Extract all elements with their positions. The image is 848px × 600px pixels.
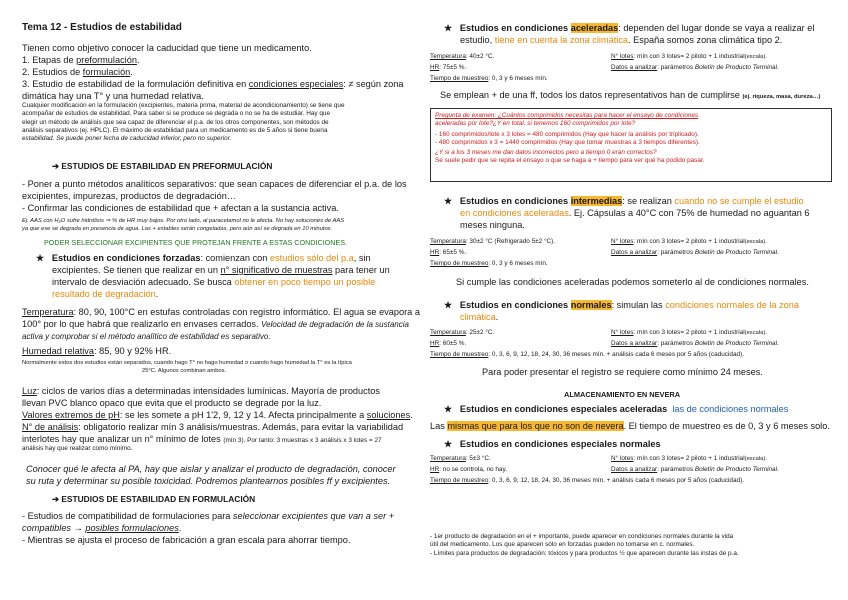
norm-row-3: Tiempo de muestreo: 0, 3, 6, 9, 12, 18, 24, 30, 36 meses mín. + análisis cada 6 meses por 5 años (caducidad). xyxy=(430,351,744,358)
list-item: excipientes, impurezas, productos de degradación… xyxy=(22,191,236,201)
intro-block xyxy=(22,42,422,102)
norm-row-1-right: N° lotes: mín con 3 lotes= 2 piloto + 1 industrial(escala). xyxy=(611,329,767,336)
green-statement: PODER SELECCIONAR EXCIPIENTES QUE PROTEJAN FRENTE A ESTAS CONDICIONES. xyxy=(44,238,347,247)
intermediate-block: ★ Estudios en condiciones intermedias: se realizan cuando no se cumple el estudio en condiciones aceleradas. Ej. Cápsulas a 40°C con 75% de humedad no aguantan 6 meses ninguna. xyxy=(444,196,810,230)
small-line: elegir un método de análisis que sea capaz de diferenciar el p.a. de los otros componentes, son métodos de xyxy=(22,118,329,126)
small-line: Ej. AAS con H₂O sufre hidrólisis ⇒ % de HR muy bajos. Por otro lado, al paracetamol no le afecta. No hay soluciones de AAS xyxy=(22,218,345,224)
esp-row-2-right: Datos a analizar: parámetros Boletín de Producto Terminal. xyxy=(611,466,779,473)
accelerated-block: ★ Estudios en condiciones aceleradas: dependen del lugar donde se vaya a realizar el estudio, tiene en cuenta la zona climática. España somos zona climática tipo 2. xyxy=(444,23,815,45)
footnotes xyxy=(430,533,830,558)
step-3-cont: dimática hay una T° y una humedad relativa. xyxy=(22,91,204,101)
star-icon: ★ xyxy=(444,196,453,206)
light-block: Luz: ciclos de varios días a determinadas intensidades lumínicas. Mayoría de productos llevan PVC blanco opaco que evita que el producto se degrade por la luz. Valores extremos de pH: se les somete a pH 1'2, 9, 12 y 14. Afecta principalmente a soluciones. N° de análisis: obligatorio realizar mín 3 análisis/muestras. Además, para evitar la variabilidad interlotes hay que analizar un n° mínimo de lotes (mín 3). Por tanto: 3 muestras x 3 análisis x 3 lotes = 27 análisis hay que realizar como mínimo. xyxy=(22,386,413,453)
fridge-heading: ALMACENAMIENTO EN NEVERA xyxy=(564,390,681,399)
footnote-line: útil del medicamento. Los que aparecen sólo en forzadas pueden no tomarse en c. normales. xyxy=(430,541,695,549)
intro-text: Tienen como objetivo conocer la caducidad que tiene un medicamento. xyxy=(22,43,312,53)
aas-note xyxy=(22,218,422,233)
footnote-line: - Límites para productos de degradación: tóxicos y para productos ½ que aparecen durante las instas de p.a. xyxy=(430,549,739,557)
exam-question: aceleradas por lote?¿Y en total, si tenemos 160 comprimidos por lote? xyxy=(435,120,636,128)
special-accelerated-text: Las mismas que para los que no son de nevera. El tiempo de muestreo es de 0, 3 y 6 meses solo. xyxy=(430,421,830,431)
star-icon: ★ xyxy=(444,23,453,33)
acc-row-3: Tiempo de muestreo: 0, 3 y 6 meses mín. xyxy=(430,75,548,82)
esp-row-2: HR: no se controla, no hay. xyxy=(430,466,507,473)
int-row-1: Temperatura: 30±2 °C (Refrigerado 5±2 °C). xyxy=(430,238,556,245)
temperature-label: Temperatura xyxy=(22,307,74,317)
norm-row-2: HR: 60±5 %. xyxy=(430,340,467,347)
exam-answer: Se suele pedir que se repita el ensayo o que se haga a + tiempo para ver qué ha podido pasar. xyxy=(435,157,705,165)
ph-label: Valores extremos de pH xyxy=(22,410,120,420)
exam-answer: - 160 comprimidos/lote x 3 lotes = 480 comprimidos (Hay que hacer la análisis por triplicado). xyxy=(435,130,699,138)
int-row-3: Tiempo de muestreo: 0, 3 y 6 meses mín. xyxy=(430,260,548,267)
special-normal: ★ Estudios en condiciones especiales normales xyxy=(444,439,661,449)
step-3: 3. Estudio de estabilidad de la formulación definitiva en condiciones especiales: ≠ según zona xyxy=(22,79,404,89)
step-2: 2. Estudios de formulación. xyxy=(22,67,133,77)
esp-row-1-right: N° lotes: mín con 3 lotes= 2 piloto + 1 industrial(escala). xyxy=(611,455,767,462)
humidity-block: Humedad relativa: 85, 90 y 92% HR. xyxy=(22,346,172,356)
heading-formulacion: ➔ ESTUDIOS DE ESTABILIDAD EN FORMULACIÓN xyxy=(52,494,256,504)
step-1: 1. Etapas de preformulación. xyxy=(22,55,140,65)
star-icon: ★ xyxy=(36,253,45,263)
heading-preformulacion: ➔ ESTUDIOS DE ESTABILIDAD EN PREFORMULACIÓN xyxy=(52,161,273,171)
int-row-1-right: N° lotes: mín con 3 lotes= 2 piloto + 1 industrial(escala). xyxy=(611,238,767,245)
small-line: Normalmente estos dos estudios están separados, cuando hago T° no hago humedad o cuando hago humedad la T° es la típica xyxy=(22,360,352,366)
light-label: Luz xyxy=(22,386,37,396)
small-line: acompañar de estudios de estabilidad. Para saber si se produce se degrada o no se ha de estudiar. Hay que xyxy=(22,110,331,118)
forced-conditions: ★ Estudios en condiciones forzadas: comienzan con estudios sólo del p.a, sin excipientes. Se tienen que realizar en un n° significativo de muestras para tener un intervalo de desviación adecuado. Se busca obtener en poco tiempo un posible resultado de degradación. xyxy=(36,253,390,299)
humidity-note xyxy=(22,360,422,375)
norm-row-2-right: Datos a analizar: parámetros Boletín de Producto Terminal. xyxy=(611,340,779,347)
accelerated-highlight: aceleradas xyxy=(570,23,619,33)
modification-note xyxy=(22,102,422,143)
humidity-label: Humedad relativa xyxy=(22,346,95,356)
small-line: ya que ese se degrada en presencia de agua. Las + estables serán congeladas, pero aún así se degrada en 10 minutos. xyxy=(22,225,333,232)
esp-row-3: Tiempo de muestreo: 0, 3, 6, 9, 12, 18, 24, 30, 36 meses mín. + análisis cada 6 meses por 5 años (caducidad). xyxy=(430,477,744,484)
star-icon: ★ xyxy=(444,439,453,449)
preformulacion-list xyxy=(22,178,422,214)
italic-summary xyxy=(26,463,422,487)
exam-question: Pregunta de examen: ¿Cuántos comprimidos necesitas para hacer el ensayo de condiciones xyxy=(435,112,699,119)
normal-highlight: normales xyxy=(570,300,612,310)
small-line: estabilidad. Se puede poner fecha de caducidad inferior, pero no superior. xyxy=(22,135,232,143)
acc-row-1-right: N° lotes: mín con 3 lotes= 2 piloto + 1 industrial(escala). xyxy=(611,53,767,60)
exam-question: ¿Y si a los 3 meses me dan datos incorrectos pero a tiempo 0 eran correctos? xyxy=(435,149,657,157)
small-line: análisis separativos (ej. HPLC). El máximo de estabilidad para un medicamento es de 5 años si tiene buena xyxy=(22,126,328,134)
intermediate-highlight: intermedias xyxy=(570,196,623,206)
exam-question-box xyxy=(430,108,832,182)
norm-row-1: Temperatura: 25±2 °C. xyxy=(430,329,495,336)
footnote-line: - 1er producto de degradación en el + importante, puede aparecer en condiciones normales durante la vida xyxy=(430,533,734,540)
int-row-2: HR: 65±5 %. xyxy=(430,249,467,256)
int-row-2-right: Datos a analizar: parámetros Boletín de Producto Terminal. xyxy=(611,249,779,256)
acc-row-1: Temperatura: 40±2 °C. xyxy=(430,53,495,60)
acc-row-2: HR: 75±5 %. xyxy=(430,64,467,71)
summary-line: Conocer qué le afecta al PA, hay que aislar y analizar el producto de degradación, conocer xyxy=(26,464,396,474)
exam-answer: - 480 comprimidos x 3 = 1440 comprimidos (Hay que tomar muestras a 3 tiempos diferentes). xyxy=(435,138,700,146)
list-item: - Confirmar las condiciones de estabilidad que + afectan a la sustancia activa. xyxy=(22,203,339,213)
small-line: 25°C. Algunos combinan ambos. xyxy=(142,367,227,374)
esp-row-1: Temperatura: 5±3 °C. xyxy=(430,455,491,462)
small-line: Cualquier modificación en la formulación (excipientes, materia prima, material de acondicionamiento) se tiene que xyxy=(22,102,345,109)
page-title: Tema 12 - Estudios de estabilidad xyxy=(22,22,182,33)
forced-heading: Estudios en condiciones forzadas xyxy=(51,253,201,263)
special-accelerated: ★ Estudios en condiciones especiales aceleradas las de condiciones normales xyxy=(444,404,789,414)
star-icon: ★ xyxy=(444,300,453,310)
temperature-block: Temperatura: 80, 90, 100°C en estufas controladas con registro informático. El agua se evapora a 100° por lo que habrá que realizarlo en envases cerrados. Velocidad de degradación de la sustancia activa y comprobar si el método analítico de estabilidad es separativo. xyxy=(22,307,420,341)
acc-row-2-right: Datos a analizar: parámetros Boletín de Producto Terminal. xyxy=(611,64,779,71)
summary-line: su ruta y determinar su posible toxicidad. Podremos plantearnos posibles ff y excipientes. xyxy=(26,476,391,486)
normal-block: ★ Estudios en condiciones normales: simulan las condiciones normales de la zona climática. xyxy=(444,300,799,322)
star-icon: ★ xyxy=(444,404,453,414)
analysis-label: N° de análisis xyxy=(22,422,79,432)
normal-note: Para poder presentar el registro se requiere como mínimo 24 meses. xyxy=(482,367,763,377)
formulacion-list: - Estudios de compatibilidad de formulaciones para seleccionar excipientes que van a ser + compatibles → posibles formulaciones. - Mientras se ajusta el proceso de fabricación a gran escala para ahorrar tiempo. xyxy=(22,511,395,545)
intermediate-note: Si cumple las condiciones aceleradas podemos someterlo al de condiciones normales. xyxy=(456,277,809,287)
list-item: - Poner a punto métodos analíticos separativos: que sean capaces de diferenciar el p.a. de los xyxy=(22,179,407,189)
accelerated-note: Se emplean + de una ff, todos los datos representativos han de cumplirse (ej. riqueza, masa, dureza…) xyxy=(440,90,821,100)
